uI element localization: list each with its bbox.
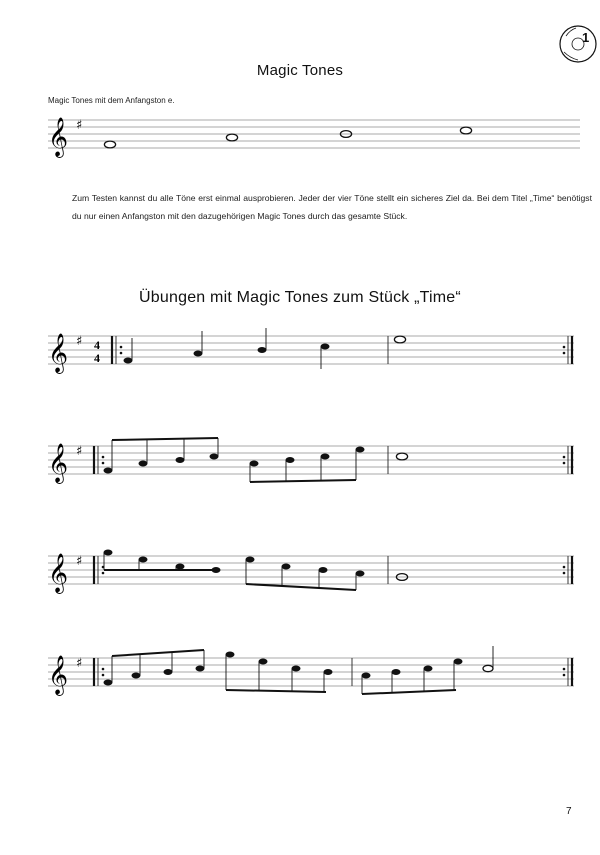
note-eighth bbox=[319, 567, 328, 573]
note-quarter bbox=[258, 347, 267, 353]
key-signature-sharp: ♯ bbox=[76, 334, 83, 349]
treble-clef: 𝄞 bbox=[48, 443, 69, 483]
cd-track-number: 1 bbox=[582, 30, 590, 45]
note-quarter bbox=[321, 344, 330, 350]
note-eighth bbox=[321, 454, 330, 460]
intro-paragraph: Zum Testen kannst du alle Töne erst einmal ausprobieren. Jeder der vier Töne stellt ein sicheres Ziel da. Bei dem Titel „Time“ benötigst du nur einen Anfangston mit den dazugehörigen Magic Tones durch das gesamte Stück. bbox=[72, 193, 592, 221]
note-whole bbox=[226, 134, 237, 141]
note-quarter bbox=[124, 358, 133, 364]
note-eighth bbox=[104, 680, 113, 686]
key-signature-sharp: ♯ bbox=[76, 554, 83, 569]
key-signature-sharp: ♯ bbox=[76, 118, 83, 133]
note-whole bbox=[104, 141, 115, 148]
note-eighth bbox=[454, 659, 463, 665]
treble-clef: 𝄞 bbox=[48, 333, 69, 373]
magic-tones-staff bbox=[0, 112, 600, 160]
note-whole bbox=[394, 336, 405, 343]
exercise-staff-1 bbox=[0, 328, 600, 376]
note-eighth bbox=[286, 457, 295, 463]
page-number: 7 bbox=[566, 806, 572, 817]
note-eighth bbox=[226, 652, 235, 658]
note-eighth bbox=[176, 457, 185, 463]
note-eighth bbox=[356, 447, 365, 453]
note-whole bbox=[396, 453, 407, 460]
time-signature-top: 4 bbox=[94, 338, 100, 352]
key-signature-sharp: ♯ bbox=[76, 656, 83, 671]
note-eighth bbox=[282, 564, 291, 570]
note-quarter bbox=[194, 351, 203, 357]
note-half bbox=[483, 665, 493, 671]
note-eighth bbox=[424, 666, 433, 672]
note-eighth bbox=[176, 564, 185, 570]
time-signature-bottom: 4 bbox=[94, 351, 100, 365]
note-eighth bbox=[250, 461, 259, 467]
treble-clef: 𝄞 bbox=[48, 117, 69, 157]
note-eighth bbox=[139, 557, 148, 563]
key-signature-sharp: ♯ bbox=[76, 444, 83, 459]
note-eighth bbox=[324, 669, 333, 675]
note-eighth bbox=[362, 673, 371, 679]
page-title: Magic Tones bbox=[256, 62, 344, 79]
note-eighth bbox=[212, 567, 221, 573]
note-eighth bbox=[210, 454, 219, 460]
note-whole bbox=[460, 127, 471, 134]
note-eighth bbox=[164, 669, 173, 675]
note-eighth bbox=[196, 666, 205, 672]
note-eighth bbox=[356, 571, 365, 577]
note-eighth bbox=[292, 666, 301, 672]
note-eighth bbox=[259, 659, 268, 665]
exercise-staff-4 bbox=[0, 650, 600, 698]
exercise-staff-2 bbox=[0, 438, 600, 486]
cd-track-icon bbox=[556, 22, 600, 66]
exercise-title: Übungen mit Magic Tones zum Stück „Time“ bbox=[139, 289, 461, 306]
note-eighth bbox=[104, 468, 113, 474]
staff-caption: Magic Tones mit dem Anfangston e. bbox=[48, 96, 175, 105]
exercise-staff-3 bbox=[0, 548, 600, 596]
treble-clef: 𝄞 bbox=[48, 553, 69, 593]
note-eighth bbox=[104, 550, 113, 556]
note-eighth bbox=[246, 557, 255, 563]
treble-clef: 𝄞 bbox=[48, 655, 69, 695]
note-eighth bbox=[392, 669, 401, 675]
note-eighth bbox=[139, 461, 148, 467]
note-eighth bbox=[132, 673, 141, 679]
